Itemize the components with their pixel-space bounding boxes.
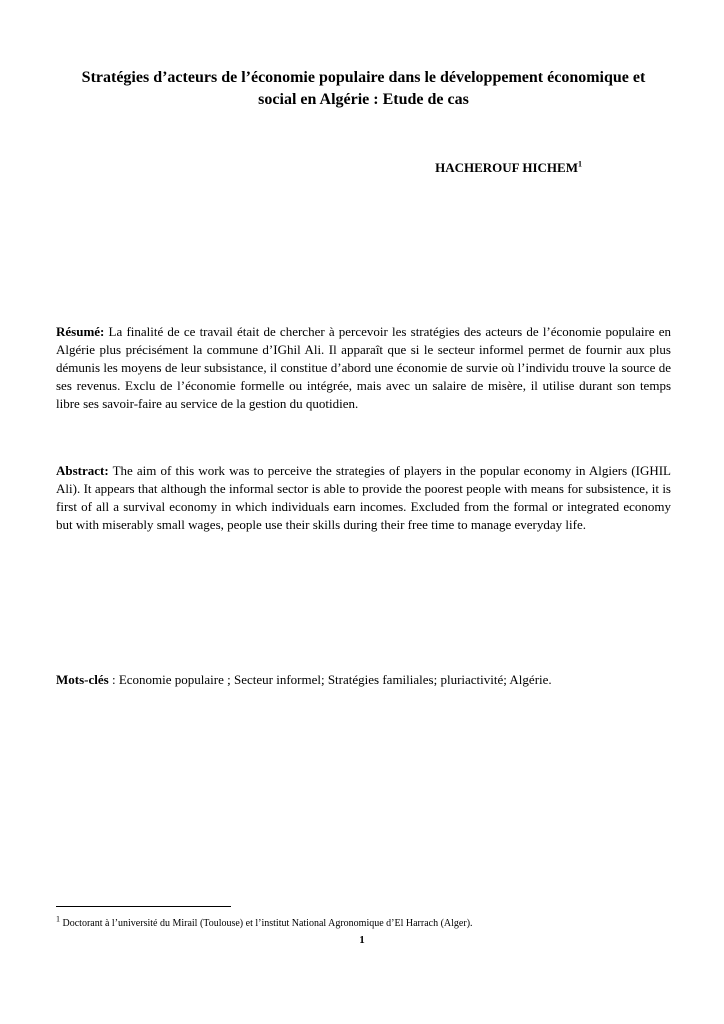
keywords-paragraph: [56, 671, 671, 689]
resume-paragraph: [56, 323, 671, 413]
author-footnote-mark: 1: [578, 159, 582, 169]
abstract-paragraph: [56, 462, 671, 534]
resume-label: Résumé:: [56, 324, 105, 339]
author-block: [435, 160, 582, 176]
abstract-label: Abstract:: [56, 463, 109, 478]
author-name: HACHEROUF HICHEM: [435, 160, 578, 175]
footnote-text: Doctorant à l’université du Mirail (Toulouse) et l’institut National Agronomique d’El Harrach (Alger).: [60, 918, 473, 929]
footnote: [56, 914, 676, 930]
footnote-mark: 1: [56, 914, 60, 924]
abstract-text: The aim of this work was to perceive the strategies of players in the popular economy in Algiers (IGHIL Ali). It appears that although the informal sector is able to provide the poorest people with means for subsistence, it is first of all a survival economy in which individuals earn incomes. Excluded from the formal or integrated economy but with miserably small wages, people use their skills during their free time to manage everyday life.: [56, 463, 671, 532]
paper-title-line-1: Stratégies d’acteurs de l’économie populaire dans le développement économique et: [81, 69, 646, 86]
page-number: 1: [359, 934, 365, 946]
resume-text: La finalité de ce travail était de chercher à percevoir les stratégies des acteurs de l’économie populaire en Algérie plus précisément la commune d’IGhil Ali. Il apparaît que si le secteur informel permet de fournir aux plus démunis les moyens de leur subsistance, il constitue d’abord une économie de survie où l’individu trouve la source de ses revenus. Exclu de l’économie formelle ou intégrée, mais avec un salaire de misère, il utilise durant son temps libre ses savoir-faire au service de la gestion du quotidien.: [56, 324, 671, 411]
footnote-separator: [56, 906, 231, 907]
keywords-text: : Economie populaire ; Secteur informel; Stratégies familiales; pluriactivité; Algérie.: [108, 672, 552, 687]
paper-title: [56, 67, 671, 111]
keywords-label: Mots-clés: [56, 672, 109, 687]
paper-title-line-2: social en Algérie : Etude de cas: [258, 91, 469, 108]
